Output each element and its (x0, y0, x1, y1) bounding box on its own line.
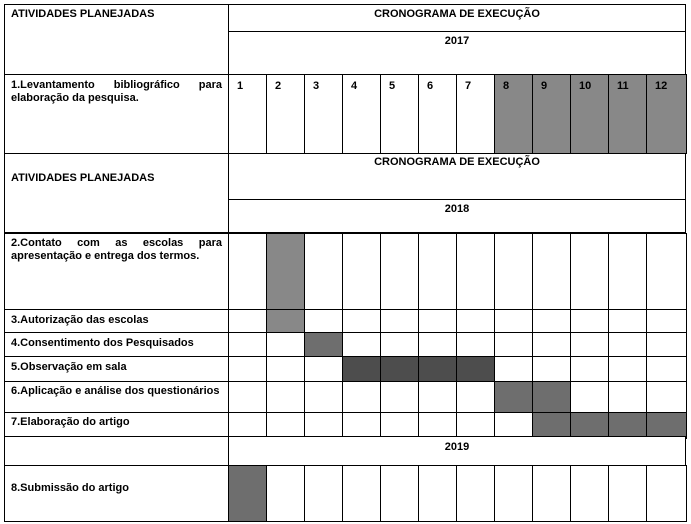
gantt-cell-empty (342, 381, 381, 414)
gantt-cell-empty (380, 381, 419, 414)
gantt-cell-empty (532, 233, 571, 311)
gantt-cell-empty (304, 74, 343, 154)
month-number: 10 (579, 80, 592, 92)
gantt-cell-empty (456, 465, 495, 522)
gantt-cell-filled (646, 412, 687, 439)
year-2018 (228, 199, 686, 233)
month-number: 5 (389, 80, 396, 92)
gantt-cell-empty (342, 332, 381, 358)
activity-label-text: 8.Submissão do artigo (11, 482, 129, 494)
month-number: 8 (503, 80, 510, 92)
gantt-cell-empty (266, 381, 305, 414)
gantt-cell-empty (608, 381, 647, 414)
gantt-cell-empty (228, 381, 267, 414)
year-text: 2019 (444, 441, 470, 453)
gantt-cell-empty (342, 309, 381, 334)
gantt-cell-filled (342, 356, 381, 383)
gantt-cell-empty (228, 233, 267, 311)
activity-label-text: 7.Elaboração do artigo (11, 416, 130, 428)
activity-row-label (4, 381, 229, 414)
gantt-cell-empty (532, 465, 571, 522)
gantt-cell-empty (646, 465, 687, 522)
gantt-cell-empty (380, 74, 419, 154)
activity-row-label (4, 309, 229, 334)
gantt-cell-empty (380, 412, 419, 439)
gantt-cell-empty (456, 233, 495, 311)
gantt-cell-empty (494, 233, 533, 311)
gantt-cell-empty (608, 356, 647, 383)
gantt-cell-empty (304, 412, 343, 439)
gantt-cell-empty (266, 356, 305, 383)
gantt-cell-empty (418, 74, 457, 154)
activities-header-text: ATIVIDADES PLANEJADAS (11, 172, 155, 184)
gantt-cell-filled (228, 465, 267, 522)
gantt-cell-filled (494, 74, 533, 154)
gantt-cell-empty (646, 309, 687, 334)
activity-row-label (4, 412, 229, 439)
gantt-cell-empty (608, 233, 647, 311)
gantt-cell-empty (494, 309, 533, 334)
schedule-title-text: CRONOGRAMA DE EXECUÇÃO (374, 8, 540, 20)
month-number: 3 (313, 80, 320, 92)
gantt-cell-filled (304, 332, 343, 358)
gantt-cell-empty (608, 465, 647, 522)
month-number: 12 (655, 80, 668, 92)
gantt-cell-empty (418, 465, 457, 522)
gantt-cell-empty (418, 332, 457, 358)
gantt-cell-empty (532, 356, 571, 383)
activity-label-text: 4.Consentimento dos Pesquisados (11, 337, 194, 349)
gantt-cell-filled (646, 74, 687, 154)
gantt-cell-filled (532, 381, 571, 414)
gantt-cell-empty (570, 233, 609, 311)
gantt-cell-empty (456, 412, 495, 439)
gantt-cell-empty (266, 412, 305, 439)
activity-label-text: 6.Aplicação e análise dos questionários (11, 385, 220, 397)
gantt-cell-empty (646, 356, 687, 383)
gantt-cell-empty (380, 465, 419, 522)
year-text: 2017 (444, 35, 470, 47)
activity-label-text: 2.Contato com as escolas para apresentação e entrega dos termos. (11, 237, 222, 262)
gantt-cell-filled (494, 381, 533, 414)
gantt-cell-empty (608, 332, 647, 358)
gantt-cell-empty (570, 332, 609, 358)
month-number: 9 (541, 80, 548, 92)
schedule-title-2018 (228, 153, 686, 200)
gantt-cell-empty (228, 356, 267, 383)
gantt-cell-empty (418, 309, 457, 334)
activity-label-text: 3.Autorização das escolas (11, 314, 149, 326)
gantt-cell-empty (304, 309, 343, 334)
gantt-cell-empty (304, 356, 343, 383)
month-number: 2 (275, 80, 282, 92)
gantt-cell-empty (532, 309, 571, 334)
gantt-cell-filled (266, 309, 305, 334)
gantt-cell-empty (494, 465, 533, 522)
gantt-cell-empty (494, 356, 533, 383)
activity-row-label (4, 465, 229, 522)
gantt-cell-empty (532, 332, 571, 358)
activity-label-text: 1.Levantamento bibliográfico para elaboração da pesquisa. (11, 79, 222, 104)
gantt-cell-empty (228, 412, 267, 439)
month-number: 11 (617, 80, 629, 92)
gantt-cell-empty (494, 332, 533, 358)
gantt-cell-empty (418, 412, 457, 439)
activity-row-label (4, 74, 229, 154)
activities-header-text: ATIVIDADES PLANEJADAS (11, 8, 155, 20)
gantt-cell-empty (570, 381, 609, 414)
year-2017 (228, 31, 686, 75)
gantt-cell-empty (304, 233, 343, 311)
gantt-cell-filled (266, 233, 305, 311)
gantt-cell-filled (456, 356, 495, 383)
gantt-cell-empty (570, 465, 609, 522)
activities-header-2018 (4, 153, 229, 233)
gantt-cell-empty (228, 309, 267, 334)
activity-row-label (4, 233, 229, 311)
gantt-cell-empty (494, 412, 533, 439)
schedule-title-text: CRONOGRAMA DE EXECUÇÃO (374, 156, 540, 168)
gantt-cell-empty (228, 332, 267, 358)
gantt-cell-filled (532, 412, 571, 439)
gantt-cell-empty (342, 74, 381, 154)
gantt-cell-filled (570, 412, 609, 439)
gantt-cell-empty (456, 74, 495, 154)
gantt-cell-filled (608, 412, 647, 439)
gantt-cell-filled (532, 74, 571, 154)
gantt-cell-filled (380, 356, 419, 383)
gantt-cell-empty (266, 74, 305, 154)
month-number: 4 (351, 80, 358, 92)
gantt-cell-empty (266, 332, 305, 358)
month-number: 7 (465, 80, 472, 92)
gantt-cell-empty (342, 233, 381, 311)
month-number: 1 (237, 80, 244, 92)
gantt-cell-empty (342, 465, 381, 522)
gantt-cell-empty (304, 465, 343, 522)
gantt-cell-empty (456, 309, 495, 334)
gantt-cell-empty (608, 309, 647, 334)
month-number: 6 (427, 80, 434, 92)
gantt-cell-empty (228, 74, 267, 154)
gantt-cell-empty (342, 412, 381, 439)
activity-label-text: 5.Observação em sala (11, 361, 127, 373)
gantt-cell-empty (380, 309, 419, 334)
gantt-cell-empty (646, 332, 687, 358)
spacer-2019 (4, 436, 229, 466)
gantt-cell-empty (456, 381, 495, 414)
activity-row-label (4, 356, 229, 383)
gantt-cell-empty (380, 233, 419, 311)
gantt-cell-empty (304, 381, 343, 414)
activity-row-label (4, 332, 229, 358)
gantt-cell-empty (570, 309, 609, 334)
year-2019 (228, 436, 686, 466)
schedule-title-2017 (228, 4, 686, 32)
gantt-cell-empty (380, 332, 419, 358)
gantt-cell-filled (570, 74, 609, 154)
gantt-cell-empty (646, 233, 687, 311)
gantt-cell-empty (570, 356, 609, 383)
gantt-cell-filled (418, 356, 457, 383)
gantt-cell-empty (266, 465, 305, 522)
gantt-cell-empty (456, 332, 495, 358)
year-text: 2018 (444, 203, 470, 215)
gantt-cell-empty (418, 233, 457, 311)
gantt-cell-empty (418, 381, 457, 414)
gantt-cell-filled (608, 74, 647, 154)
activities-header-2017 (4, 4, 229, 75)
gantt-cell-empty (646, 381, 687, 414)
